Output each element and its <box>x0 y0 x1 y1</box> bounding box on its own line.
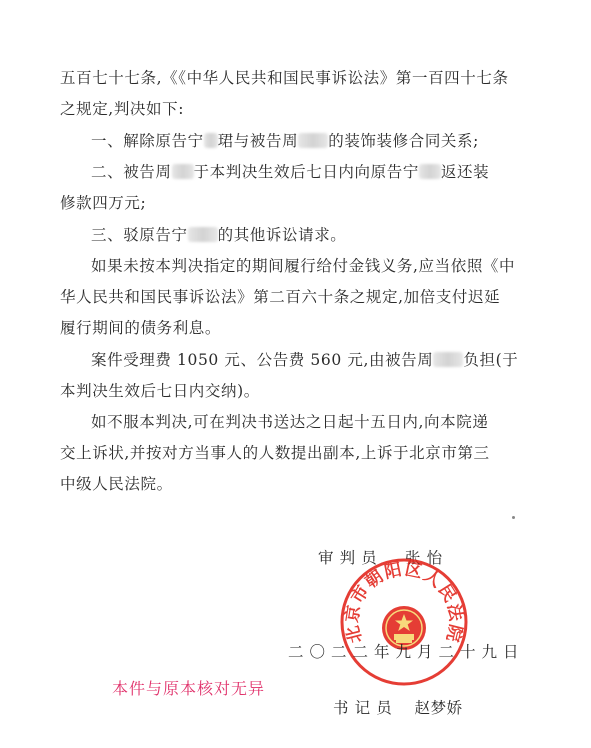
paragraph-line: 如果未按本判决指定的期间履行给付金钱义务,应当依照《中 <box>91 257 516 275</box>
paragraph-line: 履行期间的债务利息。 <box>60 319 222 337</box>
seal-text: 北京市朝阳区人民法院 <box>342 559 466 646</box>
redaction <box>433 352 463 367</box>
court-seal <box>338 556 470 688</box>
paragraph-line: 交上诉状,并按对方当事人的人数提出副本,上诉于北京市第三 <box>60 444 490 462</box>
text-fragment: 三、驳原告宁 <box>91 226 188 244</box>
text-fragment: 案件受理费 1050 元、公告费 560 元,由被告周 <box>91 351 434 369</box>
text-fragment: 的其他诉讼请求。 <box>217 226 347 244</box>
clerk-name: 赵梦娇 <box>414 699 463 717</box>
redaction <box>298 133 328 148</box>
paragraph-line: 华人民共和国民事诉讼法》第二百六十条之规定,加倍支付迟延 <box>60 288 501 306</box>
clerk-signature <box>333 696 463 718</box>
text-fragment: 二、被告周 <box>91 163 172 181</box>
scan-speck <box>512 516 515 519</box>
judgment-date: 二〇二二年九月二十九日 <box>288 643 525 661</box>
verification-stamp: 本件与原本核对无异 <box>112 679 266 698</box>
paragraph-line: 之规定,判决如下: <box>60 100 185 118</box>
paragraph-line: 五百七十七条,《《中华人民共和国民事诉讼法》第一百四十七条 <box>60 69 509 87</box>
text-fragment: 负担(于 <box>463 351 519 369</box>
text-fragment: 的装饰装修合同关系; <box>328 132 479 150</box>
judge-name: 张 怡 <box>405 549 443 567</box>
paragraph-line: 本判决生效后七日内交纳)。 <box>60 382 260 400</box>
judgment-item-1 <box>91 131 479 151</box>
judgment-item-2 <box>91 162 489 182</box>
clerk-title: 书 记 员 <box>333 699 393 717</box>
fee-line <box>91 350 518 370</box>
redaction <box>419 164 441 179</box>
judge-title: 审 判 员 <box>318 549 378 567</box>
paragraph-line: 修款四万元; <box>60 194 147 212</box>
text-fragment: 于本判决生效后七日内向原告宁 <box>193 163 419 181</box>
redaction <box>204 133 218 148</box>
paragraph-line: 中级人民法院。 <box>60 475 173 493</box>
redaction <box>188 227 218 242</box>
text-fragment: 返还装 <box>440 163 490 181</box>
redaction <box>172 164 194 179</box>
paragraph-line: 如不服本判决,可在判决书送达之日起十五日内,向本院递 <box>91 413 489 431</box>
text-fragment: 珺与被告周 <box>217 132 299 150</box>
text-fragment: 一、解除原告宁 <box>91 132 204 150</box>
judgment-item-3 <box>91 225 346 245</box>
